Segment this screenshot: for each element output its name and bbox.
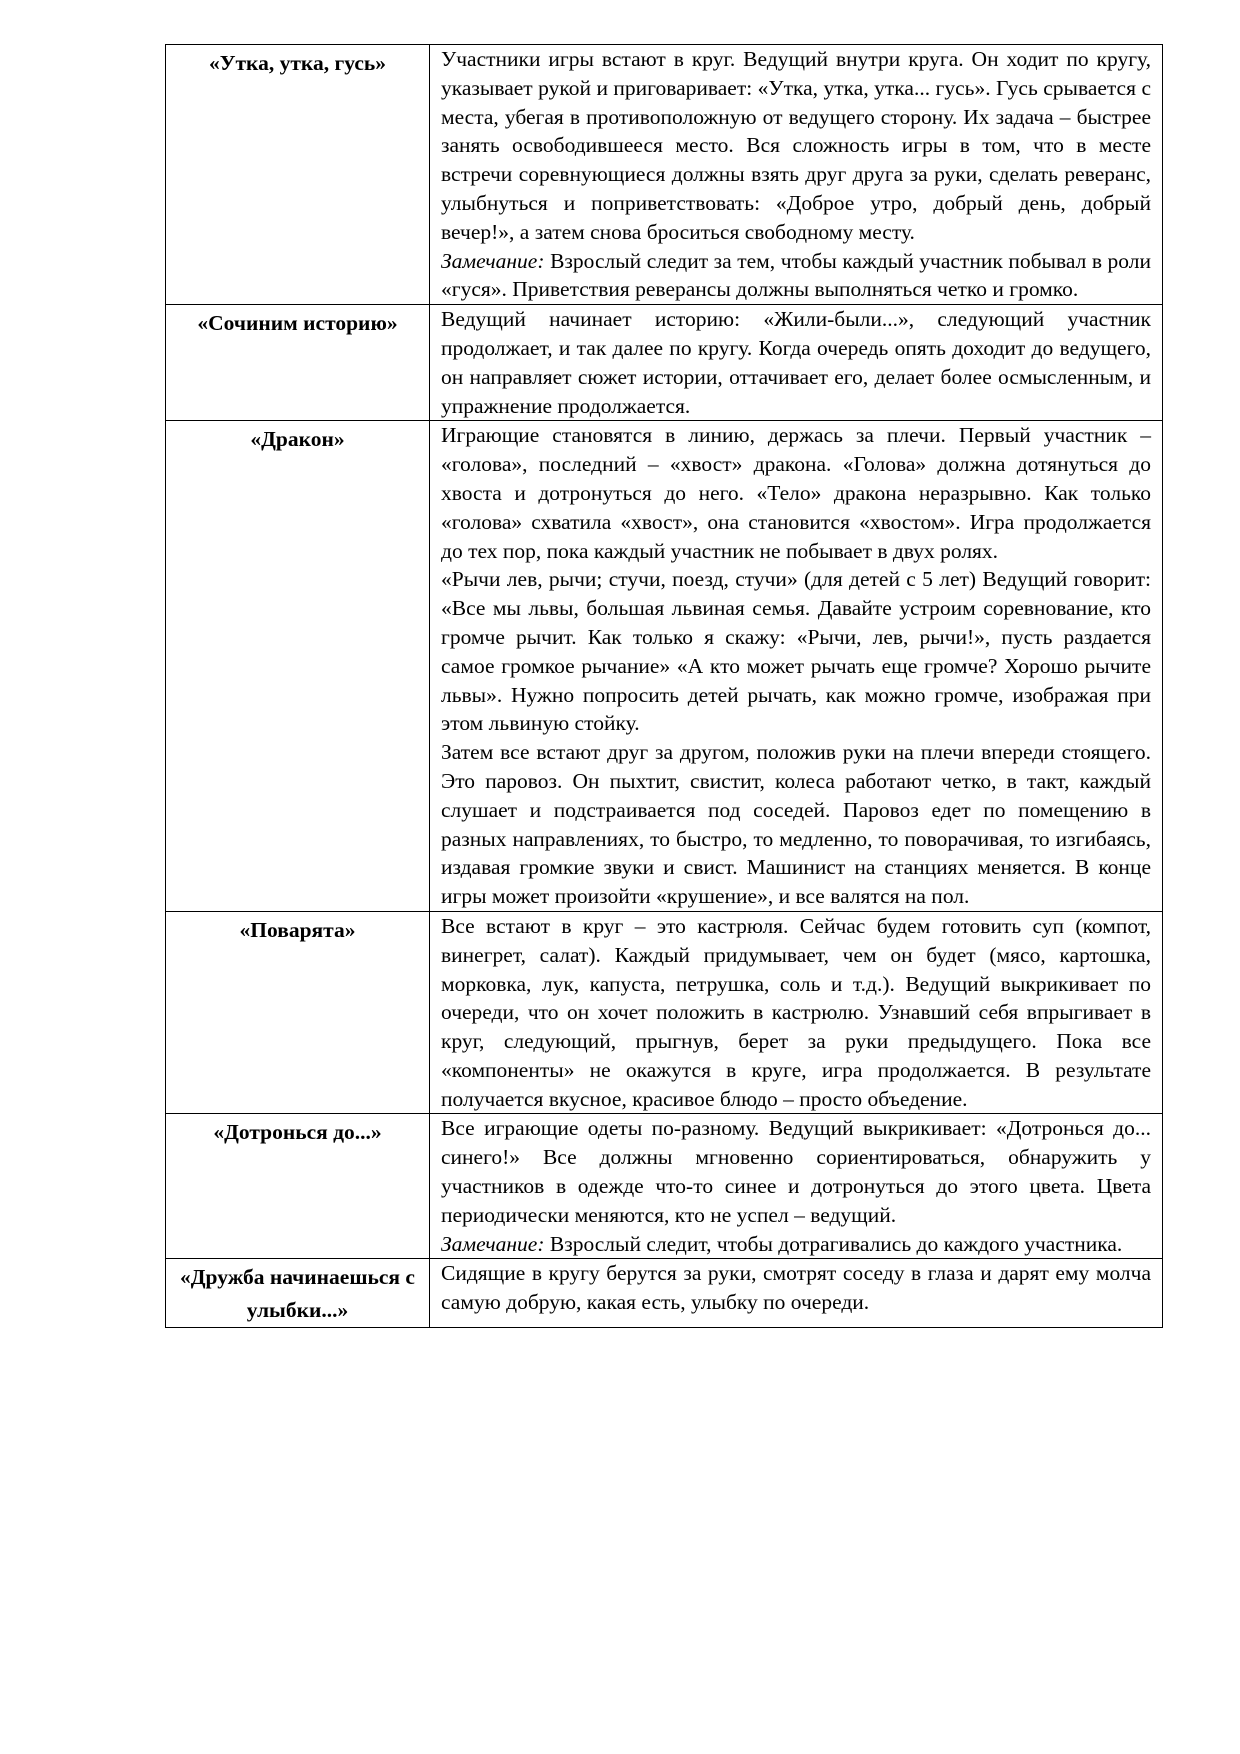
game-name: «Утка, утка, гусь» — [166, 45, 430, 305]
game-description — [430, 45, 1163, 305]
table-row — [166, 1259, 1163, 1328]
game-description — [430, 1259, 1163, 1328]
note-text: Взрослый следит, чтобы дотрагивались до каждого участника. — [549, 1231, 1123, 1256]
description-paragraph: Участники игры встают в круг. Ведущий внутри круга. Он ходит по кругу, указывает рукой и приговаривает: «Утка, утка, утка... гусь». Гусь срывается с места, убегая в противоположную от ведущего сторону. Их задача – быстрее занять освободившееся место. Вся сложность игры в том, что в месте встречи соревнующиеся должны взять друг друга за руки, сделать реверанс, улыбнуться и поприветствовать: «Доброе утро, добрый день, добрый вечер!», а затем снова броситься свободному месту. — [441, 47, 1151, 244]
description-paragraph: Играющие становятся в линию, держась за плечи. Первый участник – «голова», последний – «хвост» дракона. «Голова» должна дотянуться до хвоста и дотронуться до него. «Тело» дракона неразрывно. Как только «голова» схватила «хвост», она становится «хвостом». Игра продолжается до тех пор, пока каждый участник не побывает в двух ролях. — [441, 423, 1151, 563]
note-label: Замечание: — [441, 1231, 545, 1256]
description-paragraph: Все встают в круг – это кастрюля. Сейчас будем готовить суп (компот, винегрет, салат). Каждый придумывает, чем он будет (мясо, картошка, морковка, лук, капуста, петрушка, соль и т.д.). Ведущий выкрикивает по очереди, что он хочет положить в кастрюлю. Узнавший себя впрыгивает в круг, следующий, прыгнув, берет за руки предыдущего. Пока все «компоненты» не окажутся в круге, игра продолжается. В результате получается вкусное, красивое блюдо – просто объедение. — [441, 913, 1151, 1111]
table-row — [166, 305, 1163, 421]
description-paragraph: Сидящие в кругу берутся за руки, смотрят соседу в глаза и дарят ему молча самую добрую, какая есть, улыбку по очереди. — [441, 1261, 1151, 1315]
table-row — [166, 421, 1163, 912]
games-table — [165, 44, 1163, 1328]
game-name: «Дотронься до...» — [166, 1114, 430, 1259]
note-paragraph — [441, 1230, 1151, 1259]
description-paragraph: Все играющие одеты по-разному. Ведущий выкрикивает: «Дотронься до... синего!» Все должны мгновенно сориентироваться, обнаружить у участников в одежде что-то синее и дотронуться до этого цвета. Цвета периодически меняются, кто не успел – ведущий. — [441, 1116, 1151, 1227]
description-paragraph: Затем все встают друг за другом, положив руки на плечи впереди стоящего. Это паровоз. Он пыхтит, свистит, колеса работают четко, в такт, каждый слушает и подстраивается под соседей. Паровоз едет по помещению в разных направлениях, то быстро, то медленно, то поворачивая, то изгибаясь, издавая громкие звуки и свист. Машинист на станциях меняется. В конце игры может произойти «крушение», и все валятся на пол. — [441, 740, 1151, 909]
table-row — [166, 911, 1163, 1114]
game-name: «Дракон» — [166, 421, 430, 912]
game-name: «Поварята» — [166, 911, 430, 1114]
description-paragraph: Ведущий начинает историю: «Жили-были...», следующий участник продолжает, и так далее по кругу. Когда очередь опять доходит до ведущего, он направляет сюжет истории, оттачивает его, делает более осмысленным, и упражнение продолжается. — [441, 307, 1151, 418]
table-row — [166, 45, 1163, 305]
game-name: «Дружба начинаешься с улыбки...» — [166, 1259, 430, 1328]
note-text: Взрослый следит за тем, чтобы каждый участник побывал в роли «гуся». Приветствия реверансы должны выполняться четко и громко. — [441, 248, 1152, 302]
note-paragraph — [441, 247, 1151, 305]
game-description — [430, 1114, 1163, 1259]
description-paragraph: «Рычи лев, рычи; стучи, поезд, стучи» (для детей с 5 лет) Ведущий говорит: «Все мы львы, большая львиная семья. Давайте устроим соревнование, кто громче рычит. Как только я скажу: «Рычи, лев, рычи!», пусть раздается самое громкое рычание» «А кто может рычать еще громче? Хорошо рычите львы». Нужно попросить детей рычать, как можно громче, изображая при этом львиную стойку. — [441, 567, 1151, 736]
game-description — [430, 911, 1163, 1114]
game-description — [430, 421, 1163, 912]
game-name: «Сочиним историю» — [166, 305, 430, 421]
note-label: Замечание: — [441, 248, 545, 273]
game-description — [430, 305, 1163, 421]
table-row — [166, 1114, 1163, 1259]
